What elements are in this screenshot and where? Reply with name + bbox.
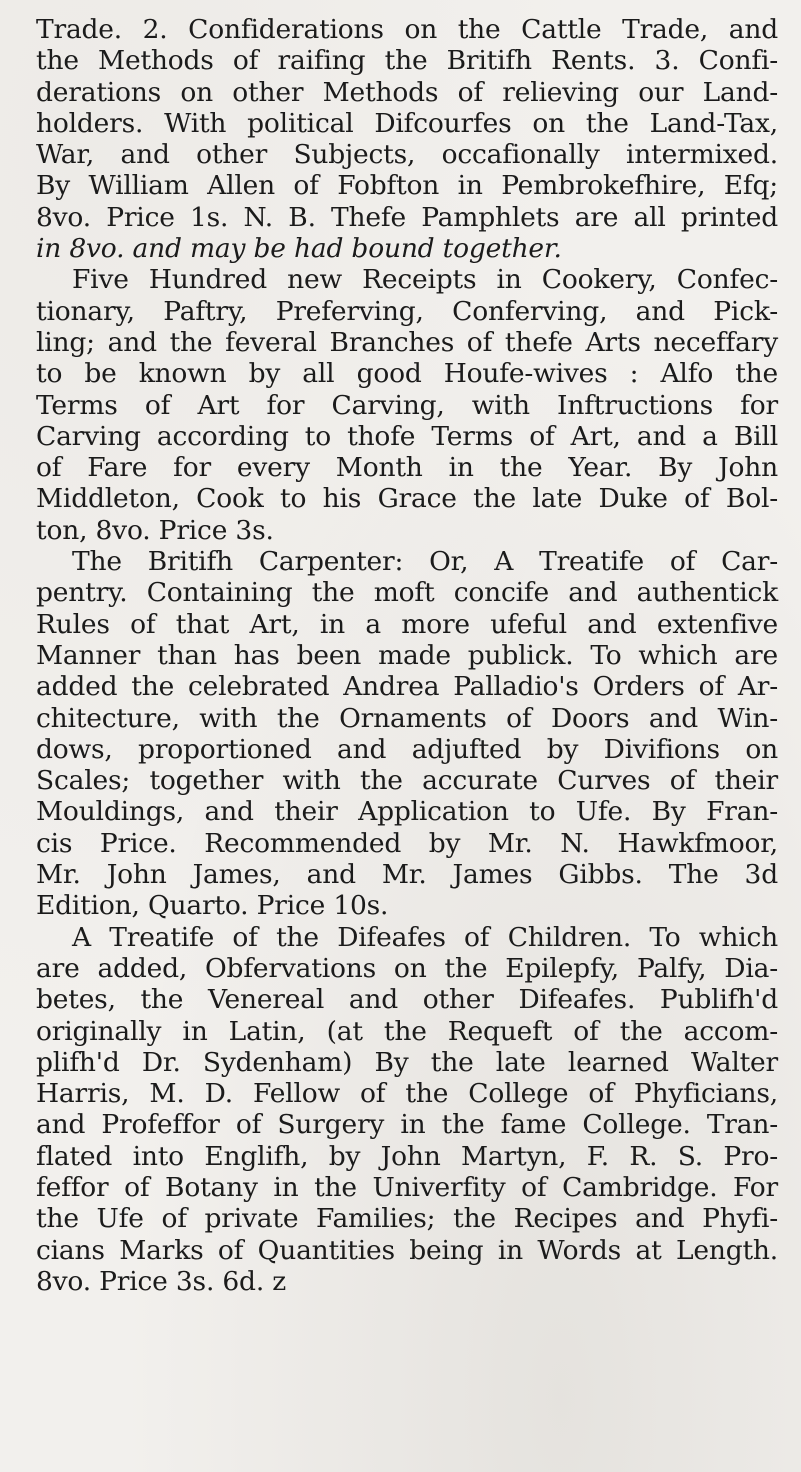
text-line: feffor of Botany in the Univerfity of Cambridge. For (36, 1171, 778, 1203)
text-line: The Britifh Carpenter: Or, A Treatife of Car- (72, 546, 778, 578)
paragraph-cattle-trade (36, 14, 778, 264)
text-line: to be known by all good Houfe-wives : Alfo the (36, 358, 778, 390)
text-line: the Ufe of private Families; the Recipes and Phyfi- (36, 1203, 778, 1235)
text-line: betes, the Venereal and other Difeafes. Publifh'd (36, 984, 778, 1016)
paragraph-cookery-receipts (36, 264, 778, 546)
text-line: Manner than has been made publick. To which are (36, 639, 778, 671)
text-line: 8vo. Price 3s. 6d. z (36, 1265, 287, 1297)
text-line: Rules of that Art, in a more ufeful and extenfive (36, 608, 778, 640)
text-line: and Profeffor of Surgery in the fame College. Tran- (36, 1109, 778, 1141)
text-line: Mouldings, and their Application to Ufe. By Fran- (36, 796, 778, 828)
text-line: Edition, Quarto. Price 10s. (36, 890, 389, 922)
text-line: Mr. John James, and Mr. James Gibbs. The 3d (36, 859, 778, 891)
text-line: dows, proportioned and adjufted by Divifions on (36, 733, 778, 765)
text-line: added the celebrated Andrea Palladio's Orders of Ar- (36, 671, 778, 703)
text-line: Middleton, Cook to his Grace the late Duke of Bol- (36, 483, 778, 515)
text-line: Terms of Art for Carving, with Inftructions for (36, 389, 778, 421)
text-line: are added, Obfervations on the Epilepfy, Palfy, Dia- (36, 952, 778, 984)
text-line: War, and other Subjects, occafionally intermixed. (36, 139, 778, 171)
text-line: originally in Latin, (at the Requeft of the accom- (36, 1015, 778, 1047)
text-line: ling; and the feveral Branches of thefe Arts neceffary (36, 326, 778, 358)
text-line: ton, 8vo. Price 3s. (36, 514, 274, 546)
text-line: cis Price. Recommended by Mr. N. Hawkfmoor, (36, 827, 778, 859)
text-line: Carving according to thofe Terms of Art, and a Bill (36, 420, 778, 452)
text-line: cians Marks of Quantities being in Words at Length. (36, 1234, 778, 1266)
text-line: Five Hundred new Receipts in Cookery, Confec- (72, 264, 778, 296)
text-line: plifh'd Dr. Sydenham) By the late learned Walter (36, 1046, 778, 1078)
text-line: holders. With political Difcourfes on the Land-Tax, (36, 107, 778, 139)
text-line: tionary, Paftry, Preferving, Conferving, and Pick- (36, 295, 778, 327)
page-text (36, 14, 778, 1297)
text-line: the Methods of raifing the Britifh Rents. 3. Confi- (36, 45, 778, 77)
text-line: of Fare for every Month in the Year. By John (36, 452, 778, 484)
text-line: in 8vo. and may be had bound together. (36, 233, 562, 265)
text-line: By William Allen of Fobfton in Pembrokefhire, Efq; (36, 170, 778, 202)
text-line: A Treatife of the Difeafes of Children. To which (72, 921, 778, 953)
text-line: pentry. Containing the moft concife and authentick (36, 577, 778, 609)
text-line: derations on other Methods of relieving our Land- (36, 76, 778, 108)
text-line: Harris, M. D. Fellow of the College of Phyficians, (36, 1078, 778, 1110)
paragraph-british-carpenter (36, 546, 778, 922)
paragraph-diseases-of-children (36, 922, 778, 1298)
text-line: 8vo. Price 1s. N. B. Thefe Pamphlets are all printed (36, 201, 778, 233)
text-line: chitecture, with the Ornaments of Doors and Win- (36, 702, 778, 734)
text-line: Trade. 2. Confiderations on the Cattle Trade, and (36, 14, 778, 45)
text-line: Scales; together with the accurate Curves of their (36, 765, 778, 797)
text-line: flated into Englifh, by John Martyn, F. R. S. Pro- (36, 1140, 778, 1172)
